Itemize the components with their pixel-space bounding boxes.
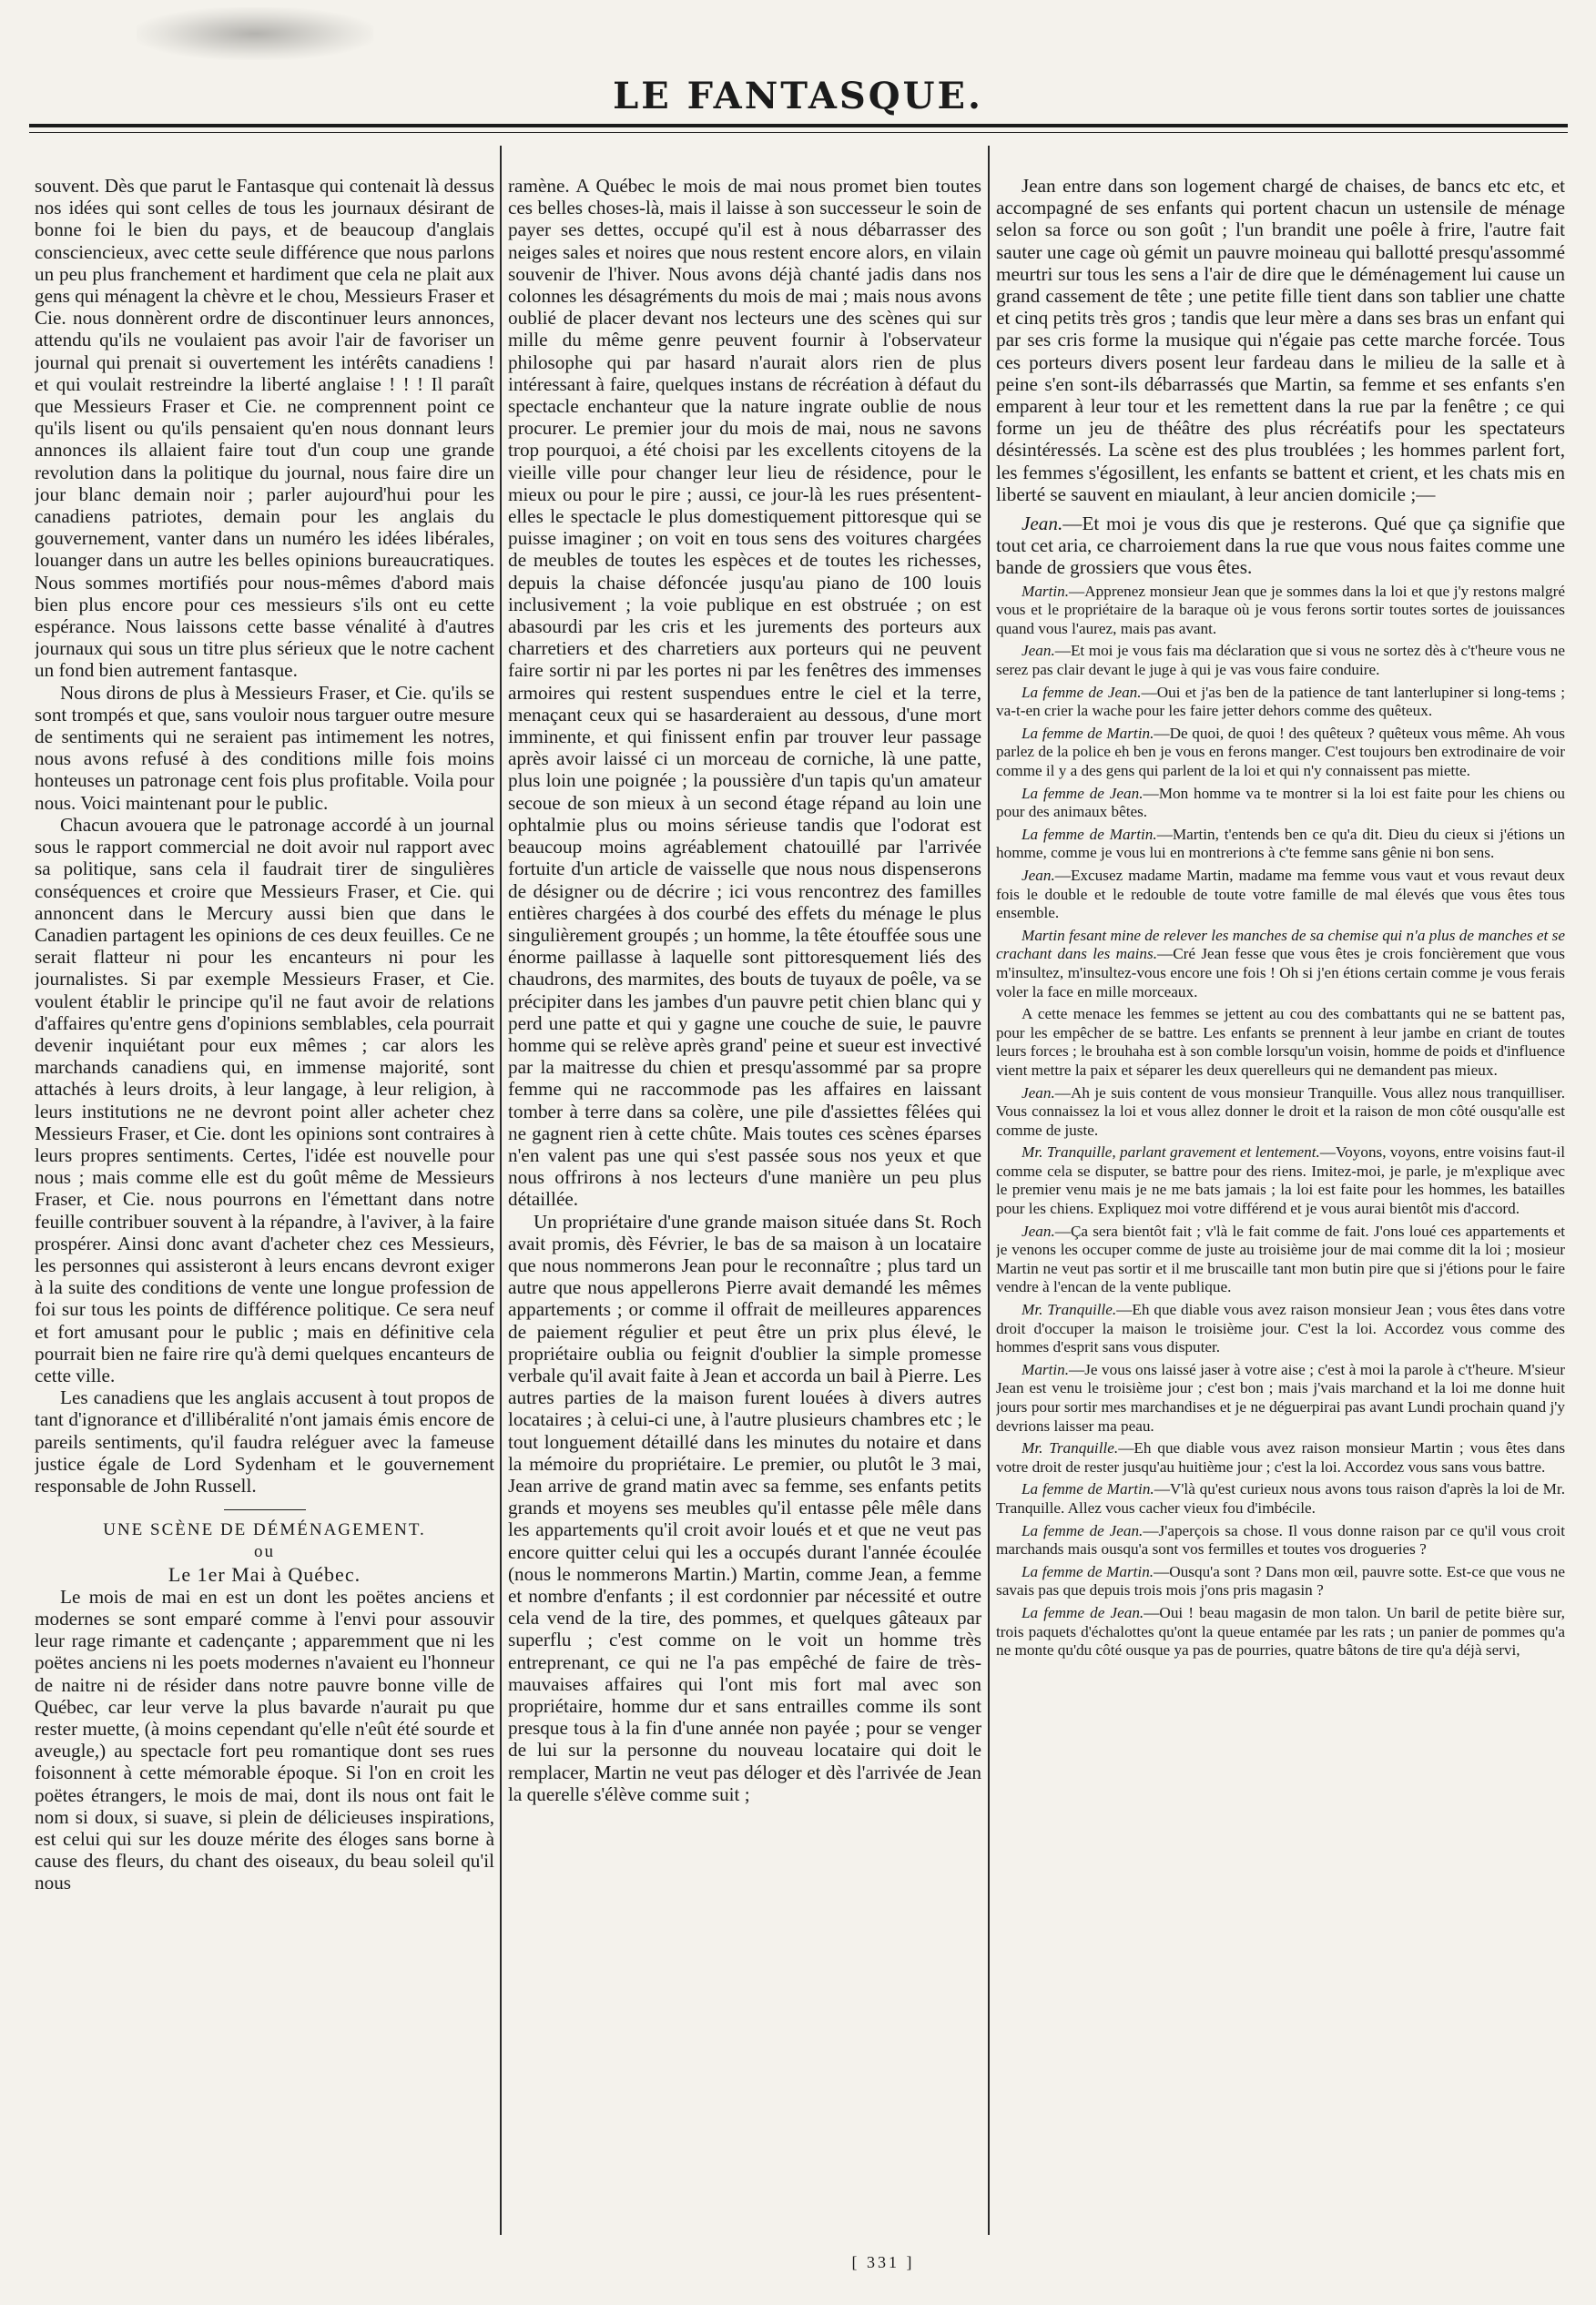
column-2: [508, 175, 981, 2259]
dialog-text: —Je vous ons laissé jaser à votre aise ; c'est à moi la parole à c't'heure. M'sieur Jean est venu le troisième jour ; c'est bon ; mais j'vais marchand et la loi me donne huit jours pour sortir mes marchandises et je ne déguerpirai pas avant Lundi prochain quand j'y devrions laisser ma peau.: [996, 1360, 1565, 1435]
dialog-text: —V'là qu'est curieux nous avons tous raison d'après la loi de Mr. Tranquille. Allez vous cacher vieux fou d'imbécile.: [996, 1480, 1565, 1517]
dialog-speaker: Martin.: [1022, 1360, 1070, 1378]
column-1: [35, 175, 494, 2259]
article-paragraph: Les canadiens que les anglais accusent à tout propos de tant d'ignorance et d'illibéralité n'ont jamais émis encore de pareils sentiments, qu'il faudra reléguer avec la fameuse justice égale de Lord Sydenham et le gouvernement responsable de John Russell.: [35, 1386, 494, 1497]
article-paragraph: Chacun avouera que le patronage accordé à un journal sous le rapport commercial ne doit avoir nul rapport avec sa politique, sans cela il faudrait tirer de singulières conséquences et croire que Messieurs Fraser, et Cie. qui annoncent dans le Mercury aussi bien que dans le Canadien partagent les opinions de ces deux feuilles. Ce ne serait flatteur ni pour les encanteurs ni pour les journalistes. Si par exemple Messieurs Fraser, et Cie. voulent établir le principe qu'il ne faut avoir de relations d'affaires qu'entre gens d'opinions semblables, cela pourrait devenir inquiétant pour eux mêmes ; car alors les marchands canadiens qui, en immense majorité, sont attachés à leurs droits, à leur langage, à leur religion, à leurs institutions ne ne devront point aller acheter chez Messieurs Fraser, et Cie. dont les opinions sont contraires à leurs propres sentiments. Certes, l'idée est nouvelle pour nous ; mais comme elle est du goût même de Messieurs Fraser, et Cie. nous pourrons en l'émettant dans notre feuille contribuer souvent à la répandre, à l'aviver, à la faire prospérer. Ainsi donc avant d'acheter chez ces Messieurs, les personnes qui assisteront à leurs encans devront exiger à la suite des conditions de vente une longue profession de foi sur tous les points de différence politique. Ce sera neuf et fort amusant pour le public ; mais en définitive cela pourrait bien ne faire rire qu'à demi quelques encanteurs de cette ville.: [35, 813, 494, 1386]
dialog-line: [996, 642, 1565, 679]
dialog-text: —Oui ! beau magasin de mon talon. Un baril de petite bière sur, trois paquets d'échalottes qu'ont la queue entamée par les rats ; un panier de pommes qu'a ne monte qu'du côté ousque ya pas de pourries, quatre bâtons de tire qu'a déjà servi,: [996, 1603, 1565, 1660]
article-paragraph: Nous dirons de plus à Messieurs Fraser, et Cie. qu'ils se sont trompés et que, sans vouloir nous targuer outre mesure de sentiments qui ne seraient pas intimement les notres, nous avons refusé à des conditions mille fois moins honteuses un patronage cent fois plus profitable. Voila pour nous. Voici maintenant pour le public.: [35, 681, 494, 814]
dialog-text: —De quoi, de quoi ! des quêteux ? quêteux vous même. Ah vous parlez de la police eh ben je vous en ferons manger. C'est toujours ben extrodinaire de voir comme il y a des gens qui parlent de la loi et qui n'y connaissent pas miette.: [996, 724, 1565, 779]
dialog-text: —Ah je suis content de vous monsieur Tranquille. Vous allez nous tranquilliser. Vous connaissez la loi et vous allez donner le droit et la raison de mon côté ousqu'alle est comme de juste.: [996, 1083, 1565, 1139]
dialog-line: [996, 1223, 1565, 1297]
dialog-speaker: Mr. Tranquille.: [1022, 1439, 1119, 1457]
dialog-speaker: Jean.: [1022, 642, 1055, 660]
header-rule-thick: [29, 124, 1568, 127]
dialog-speaker: Martin.: [1022, 582, 1070, 600]
dialog-speaker: Jean.: [1022, 513, 1063, 535]
print-smudge: [137, 7, 373, 60]
dialog-text: —Mon homme va te montrer si la loi est faite pour les chiens ou pour des animaux bêtes.: [996, 784, 1565, 821]
header-rule-thin: [29, 132, 1568, 133]
dialog-speaker: La femme de Martin.: [1022, 1480, 1154, 1498]
dialog-speaker: La femme de Martin.: [1022, 1562, 1154, 1580]
dialog-speaker: Mr. Tranquille, parlant gravement et lentement.: [1022, 1143, 1320, 1162]
newspaper-title: LE FANTASQUE.: [613, 75, 983, 117]
article-paragraph: Jean entre dans son logement chargé de chaises, de bancs etc etc, et accompagné de ses enfants qui portent chacun un ustensile de ménage selon sa force ou son goût ; l'un brandit une poêle à frire, l'autre fait sauter une cage où gémit un pauvre moineau qui ballotté presqu'assommé meurtri sur tous les sens a l'air de dire que le déménagement lui cause un grand cassement de tête ; une petite fille tient dans son tablier une chatte et cinq petits très gros ; tandis que leur mère a dans ses bras un enfant qui par ses cris forme la musique qui n'égaie pas cette marche forcée. Tous ces porteurs divers posent leur fardeau dans le milieu de la salle et à peine s'en sont-ils débarrassés que Martin, sa femme et ses enfants s'en emparent à leur tour et les remettent dans la rue par la fenêtre ; ce qui forme un jeu de théâtre des plus récréatifs pour les spectateurs désintéressés. La scène est des plus troublées ; les hommes parlent fort, les femmes s'égosillent, les enfants se battent et crient, et les chats mis en liberté se sauvent en miaulant, à leur ancien domicile ;—: [996, 175, 1565, 505]
article-paragraph: Un propriétaire d'une grande maison située dans St. Roch avait promis, dès Février, le bas de sa maison à un locataire que nous nommerons Jean pour le reconnaître ; plus tard un autre que nous appellerons Pierre avait demandé les mêmes appartements ; or comme il offrait de meilleures apparences de paiement régulier et peut être un prix plus élevé, le propriétaire oublia ou feignit d'oublier la simple promesse verbale qu'il avait faite à Jean et accorda un bail à Pierre. Les autres parties de la maison furent louées à divers autres locataires ; à celui-ci une, à l'autre plusieurs chambres etc ; le tout longuement détaillé dans les minutes du notaire et dans la mémoire du propriétaire. Le premier, ou plutôt le 3 mai, Jean arrive de grand matin avec sa femme, ses enfants petits grands et moyens ses meubles qu'il entasse pêle mêle dans les appartements qu'il croit avoir loués et et que ne veut pas encore quitter celui qui les a occupés durant l'année écoulée (nous le nommerons Martin.) Martin, comme Jean, a femme et nombre d'enfants ; il est cordonnier par nécessité et outre cela vend de la tire, des pommes, et quelques gâteaux par superflu ; c'est comme on le voit un homme très entreprenant, ce qui ne l'a pas empêché de faire de très-mauvaises affaires qui l'ont mis fort mal avec son propriétaire, homme dur et sans entrailles comme ils sont presque tous à la fin d'une année non payée ; pour se venger de lui sur la personne du nouveau locataire qui doit le remplacer, Martin ne veut pas déloger et dès l'arrivée de Jean la querelle s'élève comme suit ;: [508, 1210, 981, 1805]
dialog-speaker: La femme de Jean.: [1022, 1603, 1144, 1621]
section-divider: [224, 1509, 306, 1510]
section-subheading: Le 1er Mai à Québec.: [168, 1562, 361, 1586]
dialog-line: [996, 1301, 1565, 1357]
column-3: [996, 175, 1565, 2259]
page-number: [ 331 ]: [851, 2253, 915, 2271]
dialog-speaker: La femme de Martin.: [1022, 825, 1157, 843]
dialog-line: [996, 867, 1565, 923]
dialog-text: A cette menace les femmes se jettent au cou des combattants qui ne se battent pas, pour les empêcher de se battre. Les enfants se prennent à leur jambe en criant de toutes leurs forces ; le brouhaha est à son comble lorsqu'un voisin, homme de poids et d'influence vient mettre la paix et séparer les deux querelleurs qui ne demandent pas mieux.: [996, 1005, 1565, 1079]
article-paragraph: ramène. A Québec le mois de mai nous promet bien toutes ces belles choses-là, mais il laisse à son successeur le soin de payer ses dettes, occupé qu'il est à nous débarrasser des neiges sales et noires que nous restent encore alors, en vilain souvenir de l'hiver. Nous avons déjà chanté jadis dans nos colonnes les désagréments du mois de mai ; mais nous avons oublié de placer devant nos lecteurs une des scènes qui sur mille du même genre peuvent fournir à l'observateur philosophe qui par hasard n'aurait alors rien de plus intéressant à faire, quelques instans de récréation à défaut du spectacle enchanteur que la nature ingrate oublie de nous procurer. Le premier jour du mois de mai, nous ne savons trop pourquoi, a été choisi par les excellents citoyens de la vieille ville pour changer leur lieu de résidence, pour le mieux ou pour le pire ; aussi, ce jour-là les rues présentent-elles le spectacle le plus domestiquement pittoresque qui se puisse imaginer ; on voit en tous sens des voitures chargées de meubles de toutes les espèces et de toutes les richesses, depuis la chaise défoncée jusqu'au piano de 100 louis inclusivement ; la voie publique en est obstruée ; on est abasourdi par les cris et les jurements des porteurs aux charretiers et des charretiers aux porteurs qui ne peuvent faire sortir ni par les portes ni par les fenêtres des immenses armoires qui restent suspendues entre le ciel et la terre, menaçant ceux qui se hasarderaient au dessous, d'une mort imminente, et qui finissent enfin par trouver leur passage après avoir laissé ci un morceau de corniche, là une patte, plus loin une poignée ; la poussière d'un tapis qu'un amateur secoue de son mieux à un second étage répand au loin une ophtalmie plus ou moins sérieuse tandis que l'odorat est beaucoup moins agréablement chatouillé par l'arrivée fortuite d'un article de vaisselle que nous nous dispenserons de désigner ou de décrire ; ici vous rencontrez des familles entières chargées à dos courbé des effets du ménage le plus singulièrement groupés ; un homme, la tête étouffée sous une énorme paillasse à laquelle sont pittoresquement liés des chaudrons, des marmites, des bouts de tuyaux de poêle, va se précipiter dans les jambes d'un pauvre petit chien blanc qui y perd une patte et qui y gagne une couche de suie, le pauvre homme qui se relève après grand' peine et sueur est invectivé par la maitresse du chien et presqu'assommé par sa propre femme qui ne raccommode pas les affaires en laissant tomber à terre dans sa colère, une pile d'assiettes fêlées qui ne gagnent rien à cette chûte. Mais toutes ces scènes éparses n'en valent pas une qui s'est passée sous nos yeux et que nous offrirons à nos lecteurs d'une manière un peu plus détaillée.: [508, 175, 981, 1211]
dialog-line: [996, 1563, 1565, 1600]
dialog-speaker: Jean.: [1022, 1222, 1055, 1240]
dialog-text: —Eh que diable vous avez raison monsieur Jean ; vous êtes dans votre droit d'occuper la maison le troisième jour. C'est la loi. Accordez vous comme des hommes d'esprit sans vous disputer.: [996, 1301, 1565, 1356]
section-heading: UNE SCÈNE DE DÉMÉNAGEMENT.: [103, 1520, 426, 1540]
dialog-text: —Eh que diable vous avez raison monsieur Martin ; vous êtes dans votre droit de rester jusqu'au huitième jour ; c'est la loi. Accordez vous sans vous battre.: [996, 1439, 1565, 1476]
dialog-speaker: La femme de Jean.: [1022, 1521, 1144, 1539]
dialog-line: [996, 785, 1565, 822]
dialog-text: —Martin, t'entends ben ce qu'a dit. Dieu du cieux si j'étions un homme, comme je vous lui en montrerions à c'te femme sans gênie ni bon sens.: [996, 825, 1565, 862]
column-divider-2: [988, 146, 990, 2235]
dialog-text: —Cré Jean fesse que vous êtes je crois foncièrement que vous m'insultez, m'insultez-vous encore une fois ! Oh si j'en étions certain comme je vous ferais voler la face en mille morceaux.: [996, 945, 1565, 1000]
dialog-speaker: La femme de Jean.: [1022, 784, 1144, 802]
dialog-list: [996, 583, 1565, 1660]
dialog-line: [996, 826, 1565, 863]
dialog-speaker: La femme de Martin.: [1022, 724, 1154, 742]
dialog-text: —J'aperçois sa chose. Il vous donne raison par ce qu'il vous croit marchands mais ousqu'a sont vos fermilles et toutes vos drogueries ?: [996, 1521, 1565, 1559]
section-heading-or: ou: [254, 1542, 275, 1562]
dialog-speaker: La femme de Jean.: [1022, 683, 1142, 701]
dialog-line: [996, 1522, 1565, 1559]
article-paragraph: Le mois de mai en est un dont les poëtes anciens et modernes se sont emparé comme à l'envi pour assouvir leur rage rimante et cadençante ; apparemment que ni les poëtes anciens ni les poets modernes n'avaient eu l'honneur de naitre ni de résider dans notre pauvre bonne ville de Québec, car leur verve la plus bavarde n'aurait pu que rester muette, (à moins cependant qu'elle n'eût été sourde et aveugle,) au spectacle fort peu romantique dont ses rues foisonnent à cette mémorable époque. Si l'on en croit les poëtes étrangers, le mois de mai, dont ils nous ont fait le nom si doux, si suave, si plein de délicieuses inspirations, est celui qui sur les douze mérite des éloges sans borne à cause des fleurs, du chant des oiseaux, du beau soleil qu'il nous: [35, 1585, 494, 1894]
dialog-text: —Et moi je vous dis que je resterons. Qué que ça signifie que tout cet aria, ce charroiement dans la rue que vous nous faites comme une bande de grossiers que vous êtes.: [996, 513, 1565, 579]
dialog-line: [996, 1361, 1565, 1436]
dialog-line: [996, 1005, 1565, 1080]
dialog-line: [996, 725, 1565, 781]
dialog-text: —Ça sera bientôt fait ; v'là le fait comme de fait. J'ons loué ces appartements et je venons les occuper comme de juste au troisième jour de mai comme dit la loi ; mosieur Martin ne veut pas sortir et il me bruscaille tant mon butin pire que si j'étions pour le faire vendre à l'encan de la vente publique.: [996, 1222, 1565, 1296]
dialog-line: [996, 1439, 1565, 1477]
dialog-line: [996, 1084, 1565, 1141]
dialog-line: [996, 1604, 1565, 1660]
dialog-line: [996, 684, 1565, 721]
dialog-text: —Ousqu'a sont ? Dans mon œil, pauvre sotte. Est-ce que vous ne savais pas que depuis trois mois j'ons pris magasin ?: [996, 1562, 1565, 1599]
dialog-speaker: Martin fesant mine de relever les manches de sa chemise qui n'a plus de manches et se crachant dans les mains.: [996, 926, 1565, 963]
dialog-line: [996, 1143, 1565, 1218]
dialog-text: —Oui et j'as ben de la patience de tant lanterlupiner si long-tems ; va-t-en crier la wache pour les faire jetter dehors comme des quêteux.: [996, 683, 1565, 720]
column-divider-1: [500, 146, 502, 2235]
dialog-line: [996, 583, 1565, 639]
dialog-text: —Excusez madame Martin, madame ma femme vous vaut et vous revaut deux fois le double et le redouble de toute votre famille de mal élevés que vous êtes tous ensemble.: [996, 866, 1565, 922]
dialog-line: [996, 513, 1565, 579]
dialog-text: —Voyons, voyons, entre voisins faut-il comme cela se disputer, se battre pour des riens. Imitez-moi, je parle, je m'explique avec le premier venu mais je ne me bats jamais ; la loi est faite pour les hommes, les batailles pour les chiens. Expliquez moi votre différend et je vous aurai bientôt mis d'accord.: [996, 1143, 1565, 1218]
dialog-text: —Et moi je vous fais ma déclaration que si vous ne sortez dès à c't'heure vous ne serez pas clair devant le juge à qui je vas vous faire conduire.: [996, 642, 1565, 679]
dialog-speaker: Jean.: [1022, 866, 1055, 884]
dialog-text: —Apprenez monsieur Jean que je sommes dans la loi et que j'y restons malgré vous et le propriétaire de la baraque où je vous ferons sortir toutes sortes de jouissances quand vous l'aurez, mais pas avant.: [996, 582, 1565, 637]
dialog-speaker: Jean.: [1022, 1083, 1055, 1102]
dialog-speaker: Mr. Tranquille.: [1022, 1301, 1117, 1319]
article-paragraph: souvent. Dès que parut le Fantasque qui contenait là dessus nos idées qui sont celles de tous les journaux désirant de bonne foi le bien du pays, et de beaucoup d'anglais consciencieux, avec cette seule différence que nous parlons un peu plus franchement et hardiment que cela ne plait aux gens qui ménagent la chèvre et le chou, Messieurs Fraser et Cie. nous donnèrent ordre de discontinuer leurs annonces, attendu qu'ils ne voulaient pas avoir l'air de favoriser un journal qui prenait si ouvertement les intérêts canadiens ! et qui voulait restreindre la liberté anglaise ! ! ! Il paraît que Messieurs Fraser et Cie. ne comprennent point ce qu'ils lisent ou qu'ils pensaient qu'en nous donnant leurs annonces ils allaient faire tout d'un coup une grande revolution dans la politique du journal, nous faire dire un jour blanc demain noir ; parler aujourd'hui pour les canadiens patriotes, demain pour les anglais du gouvernement, vanter dans un numéro les idées libérales, louanger dans un autre les belles opinions bureaucratiques. Nous sommes mortifiés pour nous-mêmes d'abord mais bien plus encore pour ces messieurs s'ils ont eu cette espérance. Nous laissons cette basse vénalité à d'autres journaux qui sous un titre plus sérieux que le notre cachent un fond bien autrement fantasque.: [35, 175, 494, 682]
dialog-line: [996, 1480, 1565, 1518]
dialog-line: [996, 927, 1565, 1001]
